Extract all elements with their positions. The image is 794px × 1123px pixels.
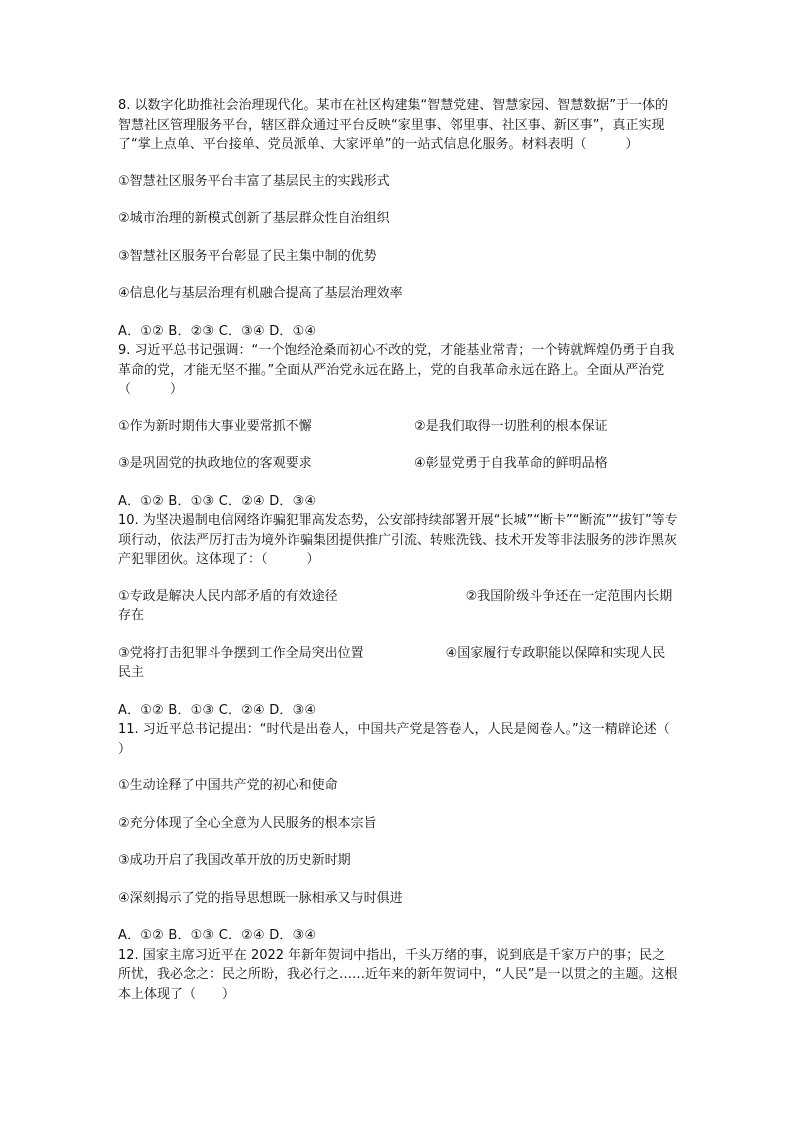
option-2: ②是我们取得一切胜利的根本保证 <box>414 418 608 434</box>
option-1: ①专政是解决人民内部矛盾的有效途径 <box>118 588 338 604</box>
answer-choices: A．①② B．②③ C．③④ D．①④ <box>118 323 317 339</box>
option-4: ④深刻揭示了党的指导思想既一脉相承又与时俱进 <box>118 890 403 906</box>
option-row <box>118 644 678 683</box>
question-11 <box>118 720 678 946</box>
answer-choices: A．①② B．①③ C．②④ D．③④ <box>118 928 317 943</box>
question-9 <box>118 341 678 511</box>
option-1: ①作为新时期伟大事业要常抓不懈 <box>118 418 312 434</box>
option-2: ②我国阶级斗争还在一定范围内长期存在 <box>118 588 673 623</box>
option-row <box>118 417 678 437</box>
option-3: ③是巩固党的执政地位的客观要求 <box>118 456 312 471</box>
option-3: ③成功开启了我国改革开放的历史新时期 <box>118 853 351 868</box>
question-stem: 9. 习近平总书记强调：“一个饱经沧桑而初心不改的党，才能基业常青；一个铸就辉煌仍勇于自我革命的党，才能无坚不摧。”全面从严治党永远在路上，党的自我革命永远在路上。全面从严治党（ ） <box>118 343 675 397</box>
option-4: ④国家履行专政职能以保障和实现人民民主 <box>118 645 666 680</box>
option-2: ②充分体现了全心全意为人民服务的根本宗旨 <box>118 815 377 831</box>
question-10 <box>118 511 678 720</box>
option-4: ④彰显党勇于自我革命的鲜明品格 <box>414 456 608 471</box>
answer-choices: A．①② B．①③ C．②④ D．③④ <box>118 493 317 509</box>
option-3: ③智慧社区服务平台彰显了民主集中制的优势 <box>118 248 377 264</box>
option-2: ②城市治理的新模式创新了基层群众性自治组织 <box>118 211 390 226</box>
question-stem: 8. 以数字化助推社会治理现代化。某市在社区构建集“智慧党建、智慧家园、智慧数据”于一体的智慧社区管理服务平台，辖区群众通过平台反映“家里事、邻里事、社区事、新区事”，真正实现了“掌上点单、平台接单、党员派单、大家评单”的一站式信息化服务。材料表明（ ） <box>118 98 669 152</box>
question-stem: 12. 国家主席习近平在 2022 年新年贺词中指出，千头万绪的事，说到底是千家万户的事；民之所忧，我必念之：民之所盼，我必行之……近年来的新年贺词中，“人民”是一以贯之的主题。这根本上体现了（ ） <box>118 947 678 1002</box>
question-8 <box>118 96 678 341</box>
option-3: ③党将打击犯罪斗争摆到工作全局突出位置 <box>118 645 364 661</box>
question-12 <box>118 946 678 1005</box>
question-stem: 11. 习近平总书记提出：“时代是出卷人，中国共产党是答卷人，人民是阅卷人。”这一精辟论述（ ） <box>118 722 670 757</box>
option-4: ④信息化与基层治理有机融合提高了基层治理效率 <box>118 286 403 301</box>
option-row <box>118 587 678 626</box>
question-stem: 10. 为坚决遏制电信网络诈骗犯罪高发态势，公安部持续部署开展“长城”“断卡”“断流”“拔钉”等专项行动，依法严厉打击为境外诈骗集团提供推广引流、转账洗钱、技术开发等非法服务的涉诈黑灰产犯罪团伙。这体现了：（ ） <box>118 513 678 567</box>
option-1: ①智慧社区服务平台丰富了基层民主的实践形式 <box>118 173 390 189</box>
answer-choices: A．①② B．①③ C．②④ D．③④ <box>118 702 317 718</box>
option-1: ①生动诠释了中国共产党的初心和使命 <box>118 778 338 793</box>
option-row <box>118 454 678 474</box>
document-page <box>118 96 678 1004</box>
